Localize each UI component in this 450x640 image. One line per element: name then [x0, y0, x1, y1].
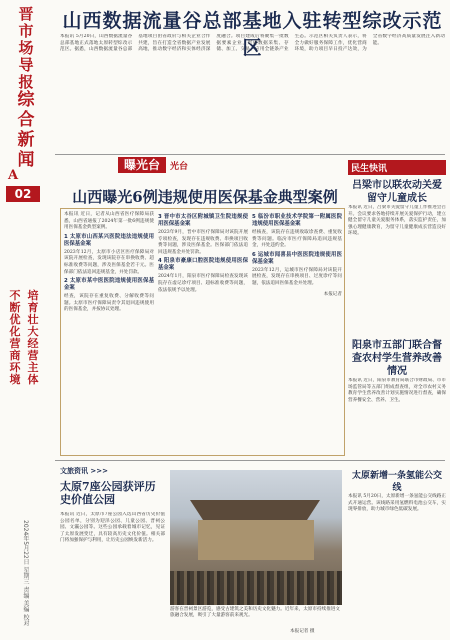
case-text: 经核查，该院存在违规收取诊查费、重复收费等问题。临汾市医疗保障局追回违规基金，并处违约金。	[252, 230, 342, 249]
bottom-right-body: 本报讯 5月20日，太原新增一条氢能公交线路正式开通运营。该线路采用氢燃料电池公交车，实现零排放，助力城市绿色低碳发展。	[348, 494, 446, 513]
photo-roof	[190, 500, 320, 520]
byline: 本报记者	[323, 291, 342, 297]
photo-hall	[198, 520, 314, 560]
date-strip: 2024年5月22日 星期三 责编 美编 校对	[22, 520, 29, 627]
case-title: 6 运城市闻喜县中医医院违规使用医保基金案	[252, 251, 342, 265]
case-title: 4 阳泉市豪康口腔医院违规使用医保基金案	[158, 258, 248, 272]
top-story-body: 本报讯 5月20日，山西数据流量谷总部基地正式落地太原转型综改示范区。据悉，山西数据流量谷总部基地项目由省政府与相关企业合作共建，旨在打造全省数据产业发展高地，推动数字经济和实体经济深度融合。项目建成后将聚集一批数据要素企业，形成数据采集、存储、加工、交易、应用全链条产业生态。示范区相关负责人表示，将全力做好服务保障工作，优化营商环境，助力项目早日投产达效，为全省数字经济高质量发展注入新动能。	[60, 34, 445, 53]
bottom-right-headline[interactable]: 太原新增一条氢能公交线	[351, 471, 442, 493]
newspaper-masthead	[6, 6, 46, 91]
case-title: 2 太原市某中医医院违规使用医保基金案	[64, 278, 154, 292]
slogan-line: 不断优化营商环境	[9, 289, 21, 386]
case-text: 2023年9月，晋中市医疗保障局对该院开展专项检查，发现存在违规收费、串换项目收费等问题，涉及医保基金。医保部门依法追回违规基金并处罚款。	[158, 230, 248, 255]
page-number: 02	[6, 186, 40, 202]
masthead-char: 晋	[18, 5, 34, 23]
feature-column	[252, 212, 342, 298]
section-char: 闻	[17, 150, 35, 170]
masthead-char: 导	[18, 56, 34, 74]
photo-crowd	[170, 571, 342, 605]
sidebar-story-body: 本报讯 近日，阳泉市教育局联合市财政局、市市场监管局等五部门组成督查组，对全市农村义务教育学生营养改善计划实施情况进行督查，确保营养餐安全、营养、卫生。	[348, 378, 446, 403]
masthead-column	[0, 0, 50, 640]
slogan-line: 培育壮大经营主体	[27, 289, 39, 386]
case-text: 2024年1月，阳泉市医疗保障局检查发现该院存在虚记诊疗项目、超标准收费等问题，依法依规予以处理。	[158, 274, 248, 293]
top-headline[interactable]: 山西数据流量谷总部基地入驻转型综改示范区	[62, 10, 443, 59]
feature-column	[64, 212, 154, 314]
photo-credit: 本报记者 摄	[290, 629, 315, 634]
banner-sub: 光台	[170, 161, 189, 172]
section-char: 新	[17, 130, 35, 150]
sidebar-story-headline[interactable]: 吕梁市以联农动关爱留守儿童成长	[352, 180, 442, 204]
bottom-right-story	[348, 470, 446, 514]
sidebar-story-headline[interactable]: 阳泉市五部门联合督查农村学生营养改善情况	[352, 340, 442, 377]
sidebar-title: 民生快讯	[348, 160, 446, 175]
case-title: 5 临汾市职业技术学院第一附属医院违规使用医保基金案	[252, 214, 342, 227]
news-sidebar	[348, 160, 446, 448]
masthead-char: 场	[18, 39, 34, 57]
case-title: 3 晋中市太谷区附城镇卫生院违规使用医保基金案	[158, 214, 248, 227]
case-text: 2023年12月，太原市小店区医疗保障局对该院开展检查，发现该院存在串换收费、超标准收费等问题，涉及医保基金若干元。医保部门依法追回违规基金，并处罚款。	[64, 249, 154, 275]
masthead-char: 报	[18, 73, 34, 91]
page-letter: A	[8, 168, 19, 183]
culture-headline[interactable]: 太原7座公园获评历史价值公园	[60, 480, 156, 506]
case-title: 1 太原市山西某兴医院违法违规使用医保基金案	[64, 233, 154, 247]
divider	[55, 460, 445, 461]
banner-main: 曝光台	[118, 157, 166, 173]
section-char: 综	[17, 90, 35, 110]
feature-intro: 本报讯 近日，记者从山西省医疗保障局获悉，山西省通报了2024年第一批6例违规使用医保基金典型案例。	[64, 212, 154, 231]
slogan	[6, 290, 46, 386]
section-title	[12, 90, 40, 170]
divider	[55, 154, 445, 155]
news-photo	[170, 470, 342, 605]
masthead-char: 市	[18, 22, 34, 40]
sidebar-story-body: 本报讯 近日，吕梁市关爱留守儿童工作推进会召开。会议要求各地持续开展关爱保护行动，建立健全留守儿童关爱服务体系，落实监护责任，加强心理健康教育，为留守儿童健康成长营造良好环境。	[348, 205, 446, 237]
feature-headline[interactable]: 山西曝光6例违规使用医保基金典型案例	[72, 188, 338, 206]
culture-body: 本报讯 近日，太原市7座公园入选山西省历史价值公园名单，分别为迎泽公园、儿童公园、晋祠公园、文瀛公园等。这些公园承载着城市记忆，见证了太原发展变迁，具有较高历史文化价值。相关部门将加强保护与利用，让历史公园焕发新活力。	[60, 512, 165, 544]
case-text: 经查，该院存在重复收费、分解收费等问题。太原市医疗保障局责令其退回违规使用的医保基金，并按协议处理。	[64, 294, 154, 313]
feature-column	[158, 212, 248, 294]
section-char: 合	[17, 110, 35, 130]
case-text: 2023年12月，运城市医疗保障局对该院开展检查，发现存在串换项目、过度诊疗等问题，依法追回医保基金并处理。	[252, 267, 342, 286]
culture-label: 文旅资讯 >>>	[60, 467, 109, 475]
exposure-banner	[118, 157, 188, 173]
photo-caption: 游客在晋祠景区游览，感受古建筑之美和历史文化魅力。近年来，太原市持续推进文旅融合发展，吸引了大量游客前来观光。	[170, 607, 340, 618]
